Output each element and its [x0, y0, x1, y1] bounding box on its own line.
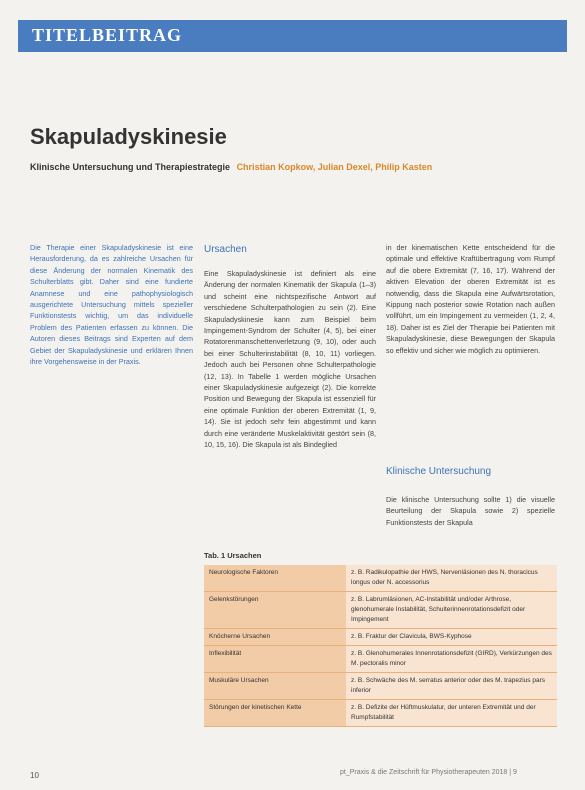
table-cell-value: z. B. Schwäche des M. serratus anterior oder des M. trapezius pars inferior: [346, 673, 557, 700]
page-number: 10: [30, 771, 39, 780]
section-label: TITELBEITRAG: [32, 25, 183, 45]
article-title: Skapuladyskinesie: [30, 124, 227, 149]
table-caption: Tab. 1 Ursachen: [204, 551, 262, 560]
table-row: [204, 592, 557, 629]
ursachen-body: [204, 268, 376, 451]
ursachen-paragraph: Eine Skapuladyskinesie ist definiert als eine Änderung der normalen Kinematik der Skapula (1–3) und scheint eine nichtspezifische Antwort auf verschiedene Schulterpathologien zu sein (2). Eine Skapuladyskinesie kann zum Beispiel beim Impingement-Syndrom der Schulter (4, 5), bei einer Rotatorenmanschettenverletzung (9, 10), oder auch bei einer Schulterinstabilität (8, 10, 11) vorliegen. Jedoch auch bei Personen ohne Schulterpathologie (12, 13). In Tabelle 1 werden mögliche Ursachen einer Skapuladyskinesie aufgezeigt (2). Die korrekte Position und Bewegung der Skapula ist essenziell für eine optimale Funktion der oberen Extremität (1, 9, 14). Sie ist jedoch sehr fein abgestimmt und kann durch eine veränderte Muskelaktivität gestört sein (8, 10, 15, 16). Die Skapula ist als Bindeglied: [204, 269, 376, 450]
table-row: [204, 673, 557, 700]
heading-ursachen: Ursachen: [204, 244, 247, 255]
klinische-paragraph: Die klinische Untersuchung sollte 1) die visuelle Beurteilung der Skapula sowie 2) spezielle Funktionstests der Skapula: [386, 495, 555, 527]
table-row: [204, 565, 557, 592]
subtitle-row: [30, 162, 432, 172]
table-cell-value: z. B. Radikulopathie der HWS, Nervenläsionen des N. thoracicus longus oder N. accessorius: [346, 565, 557, 592]
ursachen-cont-paragraph: in der kinematischen Kette entscheidend für die optimale und effektive Kraftübertragung vom Rumpf auf die obere Extremität (7, 16, 17). Während der aktiven Elevation der oberen Extremität ist es notwendig, dass die Skapula eine Aufwärtsrotation, Kippung nach posterior sowie Rotation nach außen vollführt, um ein Impingement zu vermeiden (1, 2, 4, 18). Daher ist es Ziel der Therapie bei Patienten mit Skapuladyskinesie, diese Bewegungen der Skapula so effektiv und sicher wie möglich zu optimieren.: [386, 243, 555, 355]
table-cell-value: z. B. Fraktur der Clavicula, BWS-Kyphose: [346, 629, 557, 646]
table-row: [204, 629, 557, 646]
table-cell-value: z. B. Glenohumerales Innenrotationsdefizit (GIRD), Verkürzungen des M. pectoralis minor: [346, 646, 557, 673]
table-cell-label: Inflexibilität: [204, 646, 346, 673]
article-subtitle: Klinische Untersuchung und Therapiestrategie: [30, 162, 231, 172]
causes-table: [204, 565, 557, 727]
table-row: [204, 646, 557, 673]
table-cell-label: Gelenkstörungen: [204, 592, 346, 629]
table-cell-label: Störungen der kinetischen Kette: [204, 700, 346, 727]
journal-footer: pt_Praxis & die Zeitschrift für Physiotherapeuten 2018 | 9: [340, 769, 517, 776]
table-cell-label: Muskuläre Ursachen: [204, 673, 346, 700]
section-banner: [18, 20, 567, 52]
table-cell-value: z. B. Labrumläsionen, AC-Instabilität und/oder Arthrose, glenohumerale Instabilität, Schulterinnenrotationsdefizit oder Impingement: [346, 592, 557, 629]
table-cell-value: z. B. Defizite der Hüftmuskulatur, der unteren Extremität und der Rumpfstabilität: [346, 700, 557, 727]
abstract: Die Therapie einer Skapuladyskinesie ist eine Herausforderung, da es zahlreiche Ursachen für diese Änderung der normalen Kinematik des Schulterblatts gibt. Daher sind eine fundierte Anamnese und eine pathophysiologisch ausgerichtete Untersuchung mittels spezieller Funktionstests wichtig, um das individuelle Problem des Patienten erfassen zu können. Die Autoren dieses Beitrags sind Experten auf dem Gebiet der Skapuladyskinesie und erklären Ihnen ihre Vorgehensweise in der Praxis.: [30, 243, 193, 367]
table-cell-label: Neurologische Faktoren: [204, 565, 346, 592]
heading-klinische-untersuchung: Klinische Untersuchung: [386, 466, 492, 477]
table-cell-label: Knöcherne Ursachen: [204, 629, 346, 646]
table-row: [204, 700, 557, 727]
klinische-body: [386, 494, 555, 528]
ursachen-continued: [386, 242, 555, 356]
article-authors: Christian Kopkow, Julian Dexel, Philip Kasten: [236, 162, 433, 172]
